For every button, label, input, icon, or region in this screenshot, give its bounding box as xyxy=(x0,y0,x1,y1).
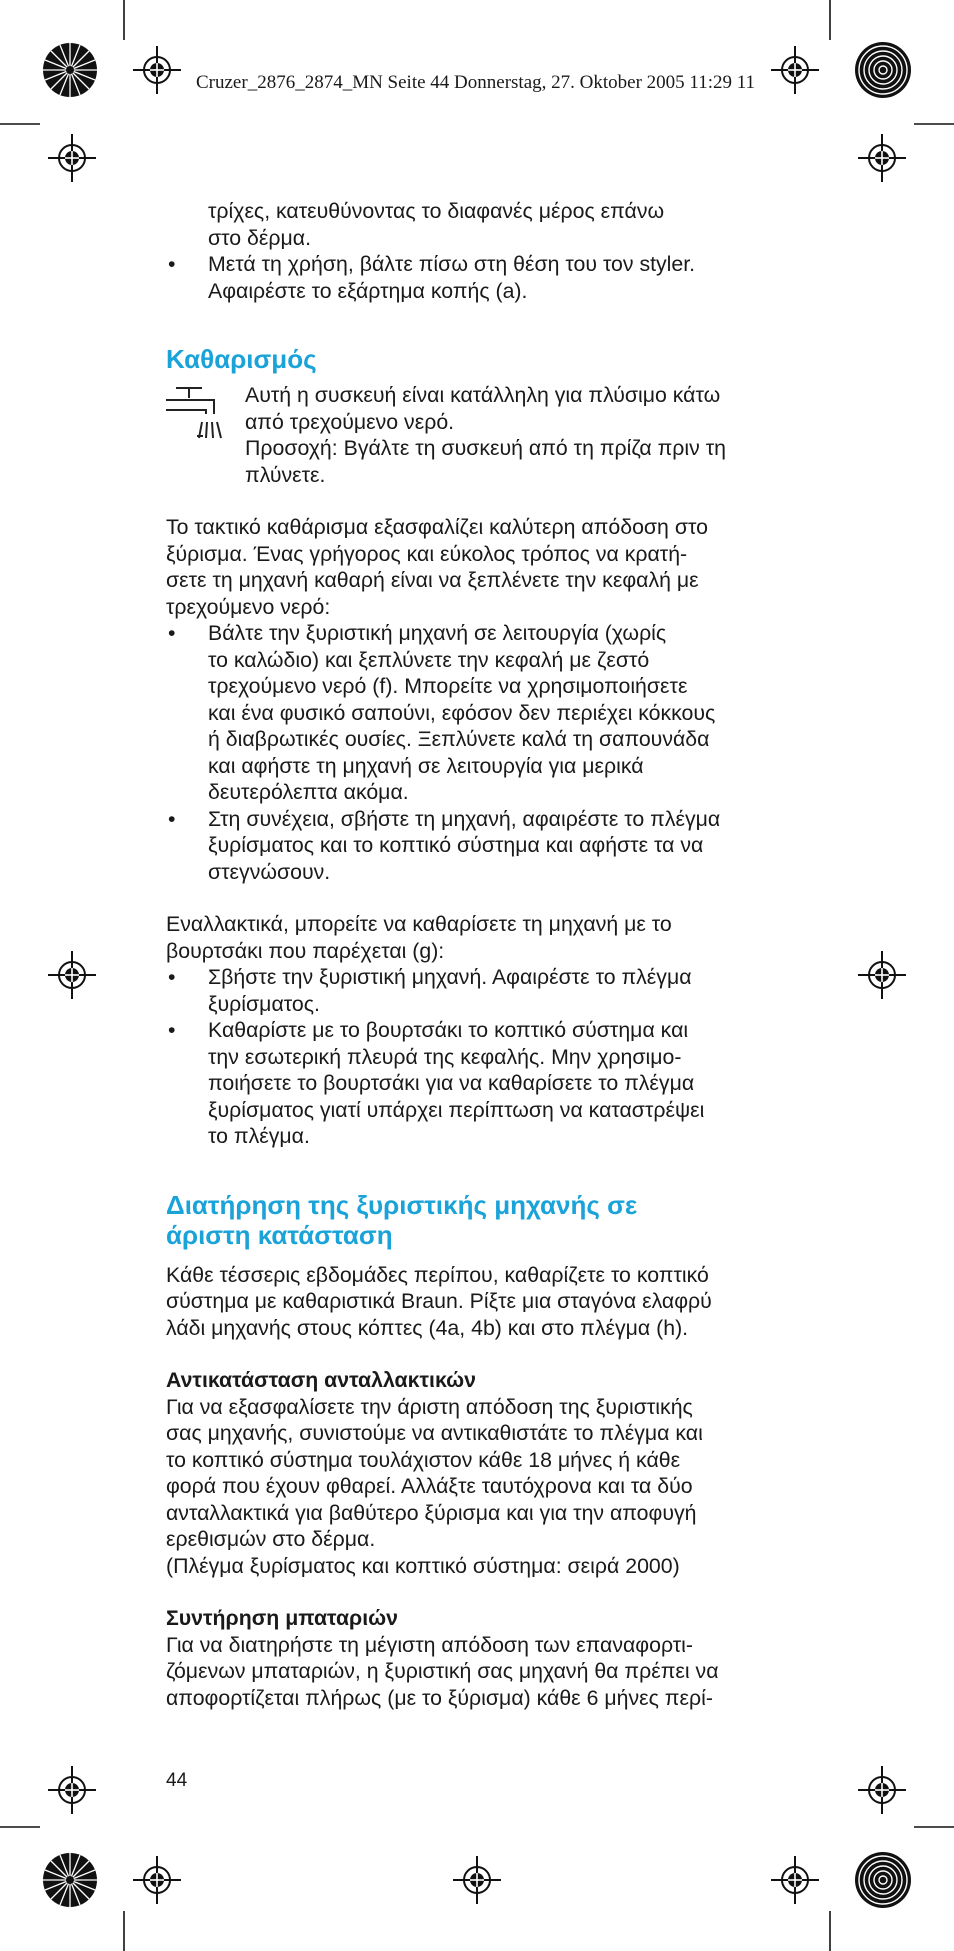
text-line: ποιήσετε το βουρτσάκι για να καθαρίσετε το πλέγμα xyxy=(208,1071,695,1095)
section-title-line: Διατήρηση της ξυριστικής μηχανής σε xyxy=(166,1189,638,1220)
text-line: ξύρισμα. Ένας γρήγορος και εύκολος τρόπος να κρατή- xyxy=(166,541,688,566)
registration-ring-mark xyxy=(855,42,911,98)
bullet-item xyxy=(166,620,802,806)
text-line: πλύνετε. xyxy=(245,462,326,487)
section-title-line: άριστη κατάσταση xyxy=(166,1219,393,1250)
text-line: σύστημα με καθαριστικά Braun. Ρίξτε μια σταγόνα ελαφρύ xyxy=(166,1289,712,1313)
text-line: Αυτή η συσκευή είναι κατάλληλη για πλύσιμο κάτω xyxy=(245,383,721,407)
text-line: λάδι μηχανής στους κόπτες (4a, 4b) και στο πλέγμα (h). xyxy=(166,1315,689,1340)
text-line: το καλώδιο) και ξεπλύνετε την κεφαλή με ζεστό xyxy=(208,647,650,672)
page-number: 44 xyxy=(166,1770,188,1791)
registration-ring-mark xyxy=(855,1852,911,1908)
text-line: σας μηχανής, συνιστούμε να αντικαθιστάτε το πλέγμα και xyxy=(166,1421,703,1445)
text-line: Καθαρίστε με το βουρτσάκι το κοπτικό σύστημα και xyxy=(208,1018,689,1042)
section-title-maintenance xyxy=(166,1190,802,1250)
text-line: ή διαβρωτικές ουσίες. Ξεπλύνετε καλά τη σαπουνάδα xyxy=(208,727,710,751)
registration-crosshair-icon xyxy=(133,46,181,94)
text-line: ανταλλακτικά για βαθύτερο ξύρισμα και για την αποφυγή xyxy=(166,1500,697,1525)
text-line: Μετά τη χρήση, βάλτε πίσω στη θέση του τον styler. xyxy=(208,252,696,276)
registration-star-mark xyxy=(43,43,97,97)
running-water-tap-icon xyxy=(166,384,230,446)
subheading-battery-care: Συντήρηση μπαταριών xyxy=(166,1606,398,1630)
registration-crosshair-icon xyxy=(771,46,819,94)
text-line: ξυρίσματος και το κοπτικό σύστημα και αφήστε τα να xyxy=(208,833,704,857)
bullet-dot: • xyxy=(168,1018,176,1042)
page-content xyxy=(166,198,802,1711)
bullet-dot: • xyxy=(168,621,176,645)
text-line: το πλέγμα. xyxy=(208,1124,310,1148)
registration-crosshair-icon xyxy=(48,1766,96,1814)
bullet-dot: • xyxy=(168,252,176,276)
registration-crosshair-icon xyxy=(48,951,96,999)
registration-crosshair-icon xyxy=(858,951,906,999)
text-line: τρεχούμενο νερό: xyxy=(166,594,331,619)
text-line: ερεθισμών στο δέρμα. xyxy=(166,1527,376,1551)
text-line: Εναλλακτικά, μπορείτε να καθαρίσετε τη μηχανή με το xyxy=(166,912,672,936)
text-line: (Πλέγμα ξυρίσματος και κοπτικό σύστημα: σειρά 2000) xyxy=(166,1553,680,1578)
text-line: αποφορτίζεται πλήρως (με το ξύρισμα) κάθε 6 μήνες περί- xyxy=(166,1685,713,1710)
washable-notice xyxy=(166,382,802,488)
registration-crosshair-icon xyxy=(48,134,96,182)
text-line: Κάθε τέσσερις εβδομάδες περίπου, καθαρίζετε το κοπτικό xyxy=(166,1262,709,1287)
registration-crosshair-icon xyxy=(858,134,906,182)
bullet-dot: • xyxy=(168,806,176,831)
text-line: δευτερόλεπτα ακόμα. xyxy=(208,780,409,804)
text-line: βουρτσάκι που παρέχεται (g): xyxy=(166,938,445,963)
registration-star-mark xyxy=(43,1853,97,1907)
bullet-dot: • xyxy=(168,965,176,989)
text-line: φορά που έχουν φθαρεί. Αλλάξτε ταυτόχρονα και τα δύο xyxy=(166,1474,693,1498)
text-line: στεγνώσουν. xyxy=(208,859,331,884)
text-line: σετε τη μηχανή καθαρή είναι να ξεπλένετε την κεφαλή με xyxy=(166,568,699,592)
text-line: Σβήστε την ξυριστική μηχανή. Αφαιρέστε το πλέγμα xyxy=(208,965,692,989)
text-line: από τρεχούμενο νερό. xyxy=(245,409,455,434)
text-line: και αφήστε τη μηχανή σε λειτουργία για μερικά xyxy=(208,753,644,778)
text-line: το κοπτικό σύστημα τουλάχιστον κάθε 18 μήνες ή κάθε xyxy=(166,1447,681,1472)
text-line: Στη συνέχεια, σβήστε τη μηχανή, αφαιρέστε το πλέγμα xyxy=(208,806,721,831)
text-line: και ένα φυσικό σαπούνι, εφόσον δεν περιέχει κόκκους xyxy=(208,700,716,725)
text-line: ζόμενων μπαταριών, η ξυριστική σας μηχανή θα πρέπει να xyxy=(166,1659,719,1683)
text-line: Για να διατηρήστε τη μέγιστη απόδοση των επαναφορτι- xyxy=(166,1632,693,1657)
bullet-item xyxy=(166,806,802,886)
text-line: ξυρίσματος. xyxy=(208,991,320,1016)
text-line: ξυρίσματος γιατί υπάρχει περίπτωση να καταστρέψει xyxy=(208,1097,705,1122)
subheading-replacement-parts: Αντικατάσταση ανταλλακτικών xyxy=(166,1368,476,1392)
bullet-item xyxy=(166,1017,802,1150)
registration-crosshair-icon xyxy=(858,1766,906,1814)
section-title-cleaning: Καθαρισμός xyxy=(166,344,317,374)
text-line: Βάλτε την ξυριστική μηχανή σε λειτουργία (χωρίς xyxy=(208,621,667,645)
bullet-item xyxy=(166,251,802,304)
text-line: Το τακτικό καθάρισμα εξασφαλίζει καλύτερη απόδοση στο xyxy=(166,515,708,539)
print-slug-line: Cruzer_2876_2874_MN Seite 44 Donnerstag, 27. Oktober 2005 11:29 11 xyxy=(196,72,756,93)
text-line: τρίχες, κατευθύνοντας το διαφανές μέρος επάνω xyxy=(208,199,665,223)
text-line: τρεχούμενο νερό (f). Μπορείτε να χρησιμοποιήσετε xyxy=(208,674,688,698)
bullet-item xyxy=(166,964,802,1017)
registration-crosshair-icon xyxy=(771,1856,819,1904)
text-line: στο δέρμα. xyxy=(208,225,311,250)
registration-crosshair-icon xyxy=(133,1856,181,1904)
text-line: την εσωτερική πλευρά της κεφαλής. Μην χρησιμο- xyxy=(208,1044,682,1069)
text-line: Αφαιρέστε το εξάρτημα κοπής (a). xyxy=(208,278,528,303)
text-line: Για να εξασφαλίσετε την άριστη απόδοση της ξυριστικής xyxy=(166,1394,693,1419)
registration-crosshair-icon xyxy=(453,1856,501,1904)
text-line: Προσοχή: Βγάλτε τη συσκευή από τη πρίζα πριν τη xyxy=(245,436,726,460)
